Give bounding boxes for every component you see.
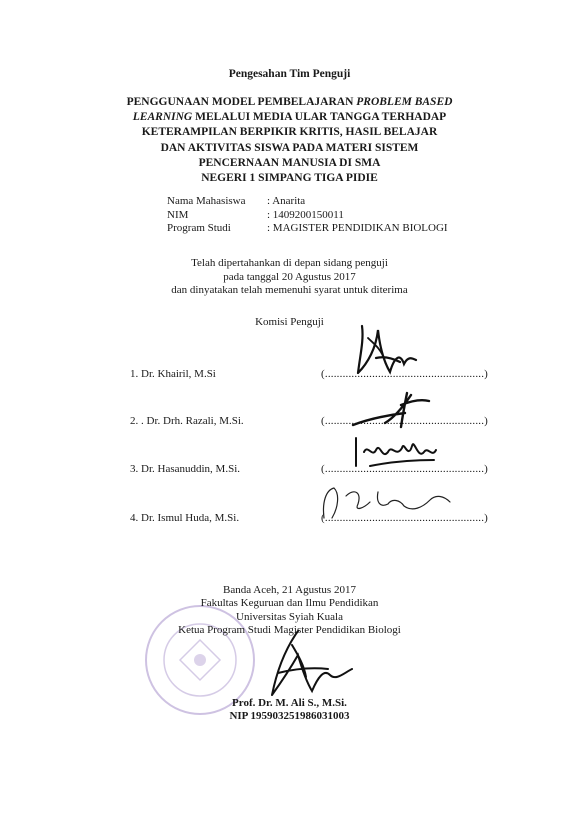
signature-line-3: (......................................................) (321, 463, 489, 475)
identity-value: : MAGISTER PENDIDIKAN BIOLOGI (267, 222, 448, 234)
signature-razali (345, 385, 435, 435)
committee-label: Komisi Penguji (255, 316, 324, 328)
title-line-6: NEGERI 1 SIMPANG TIGA PIDIE (201, 172, 378, 185)
signatory-name: Prof. Dr. M. Ali S., M.Si. (232, 697, 347, 709)
signature-khairil (350, 318, 420, 388)
signatory-nip: NIP 195903251986031003 (229, 710, 350, 723)
student-identity (167, 195, 448, 236)
committee-member-3: 3. Dr. Hasanuddin, M.Si. (130, 463, 240, 475)
signature-program-head (248, 625, 358, 705)
committee-member-2: 2. . Dr. Drh. Razali, M.Si. (130, 415, 244, 427)
signatory-block (0, 697, 579, 724)
signature-line-2: (......................................................) (321, 415, 489, 427)
identity-label: Program Studi (167, 222, 231, 234)
title-line-1: PENGGUNAAN MODEL PEMBELAJARAN PROBLEM BASED (126, 96, 453, 108)
title-line-4: DAN AKTIVITAS SISWA PADA MATERI SISTEM (160, 141, 419, 154)
identity-label: NIM (167, 208, 189, 221)
university-name: Universitas Syiah Kuala (236, 610, 343, 623)
approval-heading: Pengesahan Tim Penguji (228, 68, 351, 80)
signature-hasanuddin (350, 430, 440, 475)
identity-row-nim (167, 209, 448, 223)
identity-value: : Anarita (267, 195, 306, 207)
title-line-3: KETERAMPILAN BERPIKIR KRITIS, HASIL BELAJAR (141, 126, 438, 139)
identity-row-name (167, 195, 448, 209)
program-head-title: Ketua Program Studi Magister Pendidikan Biologi (178, 624, 401, 637)
identity-label: Nama Mahasiswa (167, 195, 246, 207)
title-line-2: LEARNING MELALUI MEDIA ULAR TANGGA TERHADAP (132, 111, 447, 124)
thesis-title (0, 95, 579, 186)
identity-value: : 1409200150011 (267, 208, 344, 221)
signature-line-4: (......................................................) (321, 512, 489, 524)
committee-member-4: 4. Dr. Ismul Huda, M.Si. (130, 512, 240, 524)
statement-line: Telah dipertahankan di depan sidang penguji (191, 257, 388, 269)
title-line-5: PENCERNAAN MANUSIA DI SMA (198, 156, 381, 169)
signature-line-1: (......................................................) (321, 368, 489, 380)
place-date: Banda Aceh, 21 Agustus 2017 (223, 584, 356, 596)
defense-statement (0, 257, 579, 298)
identity-row-program (167, 222, 448, 236)
faculty-name: Fakultas Keguruan dan Ilmu Pendidikan (200, 597, 379, 610)
statement-line: pada tanggal 20 Agustus 2017 (223, 270, 356, 283)
signature-ismul-huda (318, 478, 458, 528)
statement-line: dan dinyatakan telah memenuhi syarat untuk diterima (171, 284, 408, 296)
committee-member-1: 1. Dr. Khairil, M.Si (130, 368, 216, 380)
